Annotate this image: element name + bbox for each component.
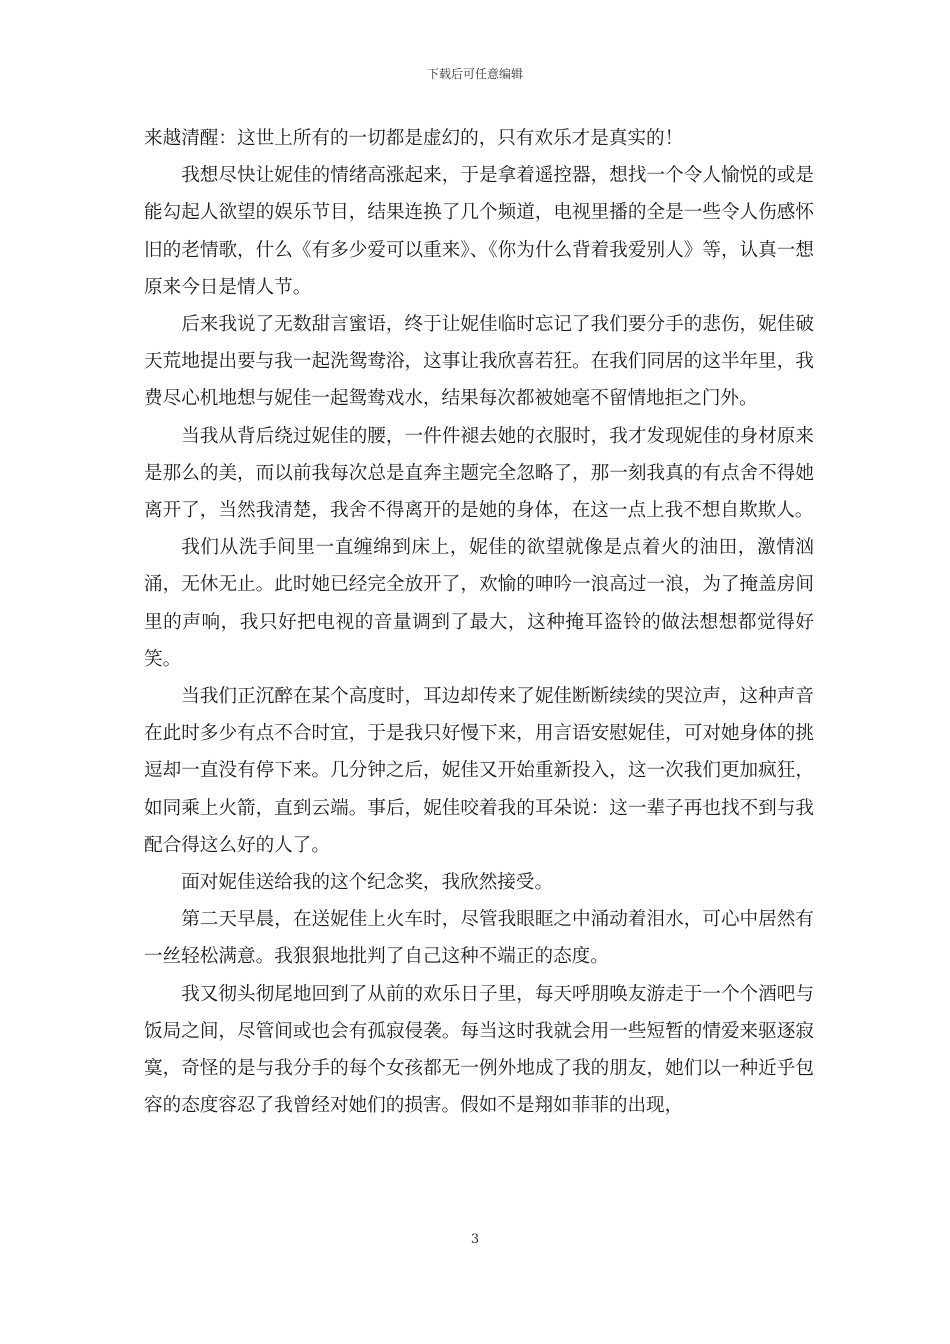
document-body [144, 120, 814, 1124]
paragraph: 我想尽快让妮佳的情绪高涨起来，于是拿着遥控器，想找一个令人愉悦的或是能勾起人欲望的娱乐节目，结果连换了几个频道，电视里播的全是一些令人伤感怀旧的老情歌，什么《有多少爱可以重来》、《你为什么背着我爱别人》等，认真一想原来今日是情人节。 [144, 165, 814, 298]
paragraph: 面对妮佳送给我的这个纪念奖，我欣然接受。 [181, 872, 554, 894]
paragraph: 当我们正沉醉在某个高度时，耳边却传来了妮佳断断续续的哭泣声，这种声音在此时多少有点不合时宜，于是我只好慢下来，用言语安慰妮佳，可对她身体的挑逗却一直没有停下来。几分钟之后，妮佳又开始重新投入，这一次我们更加疯狂，如同乘上火箭，直到云端。事后，妮佳咬着我的耳朵说：这一辈子再也找不到与我配合得这么好的人了。 [144, 686, 814, 856]
paragraph: 后来我说了无数甜言蜜语，终于让妮佳临时忘记了我们要分手的悲伤，妮佳破天荒地提出要与我一起洗鸳鸯浴，这事让我欣喜若狂。在我们同居的这半年里，我费尽心机地想与妮佳一起鸳鸯戏水，结果每次都被她毫不留情地拒之门外。 [144, 314, 814, 410]
paragraph: 我又彻头彻尾地回到了从前的欢乐日子里，每天呼朋唤友游走于一个个酒吧与饭局之间，尽管间或也会有孤寂侵袭。每当这时我就会用一些短暂的情爱来驱逐寂寞，奇怪的是与我分手的每个女孩都无一例外地成了我的朋友，她们以一种近乎包容的态度容忍了我曾经对她们的损害。假如不是翔如菲菲的出现， [144, 983, 814, 1117]
paragraph: 当我从背后绕过妮佳的腰，一件件褪去她的衣服时，我才发现妮佳的身材原来是那么的美，而以前我每次总是直奔主题完全忽略了，那一刻我真的有点舍不得她离开了，当然我清楚，我舍不得离开的是她的身体，在这一点上我不想自欺欺人。 [144, 425, 814, 522]
paragraph: 第二天早晨，在送妮佳上火车时，尽管我眼眶之中涌动着泪水，可心中居然有一丝轻松满意。我狠狠地批判了自己这种不端正的态度。 [144, 909, 814, 968]
paragraph: 来越清醒：这世上所有的一切都是虚幻的，只有欢乐才是真实的！ [144, 128, 684, 149]
page-header: 下载后可任意编辑 [426, 67, 523, 81]
paragraph: 我们从洗手间里一直缠绵到床上，妮佳的欲望就像是点着火的油田，激情汹涌，无休无止。此时她已经完全放开了，欢愉的呻吟一浪高过一浪，为了掩盖房间里的声响，我只好把电视的音量调到了最大，这种掩耳盗铃的做法想想都觉得好笑。 [144, 537, 814, 670]
page-number: 3 [470, 1232, 480, 1247]
